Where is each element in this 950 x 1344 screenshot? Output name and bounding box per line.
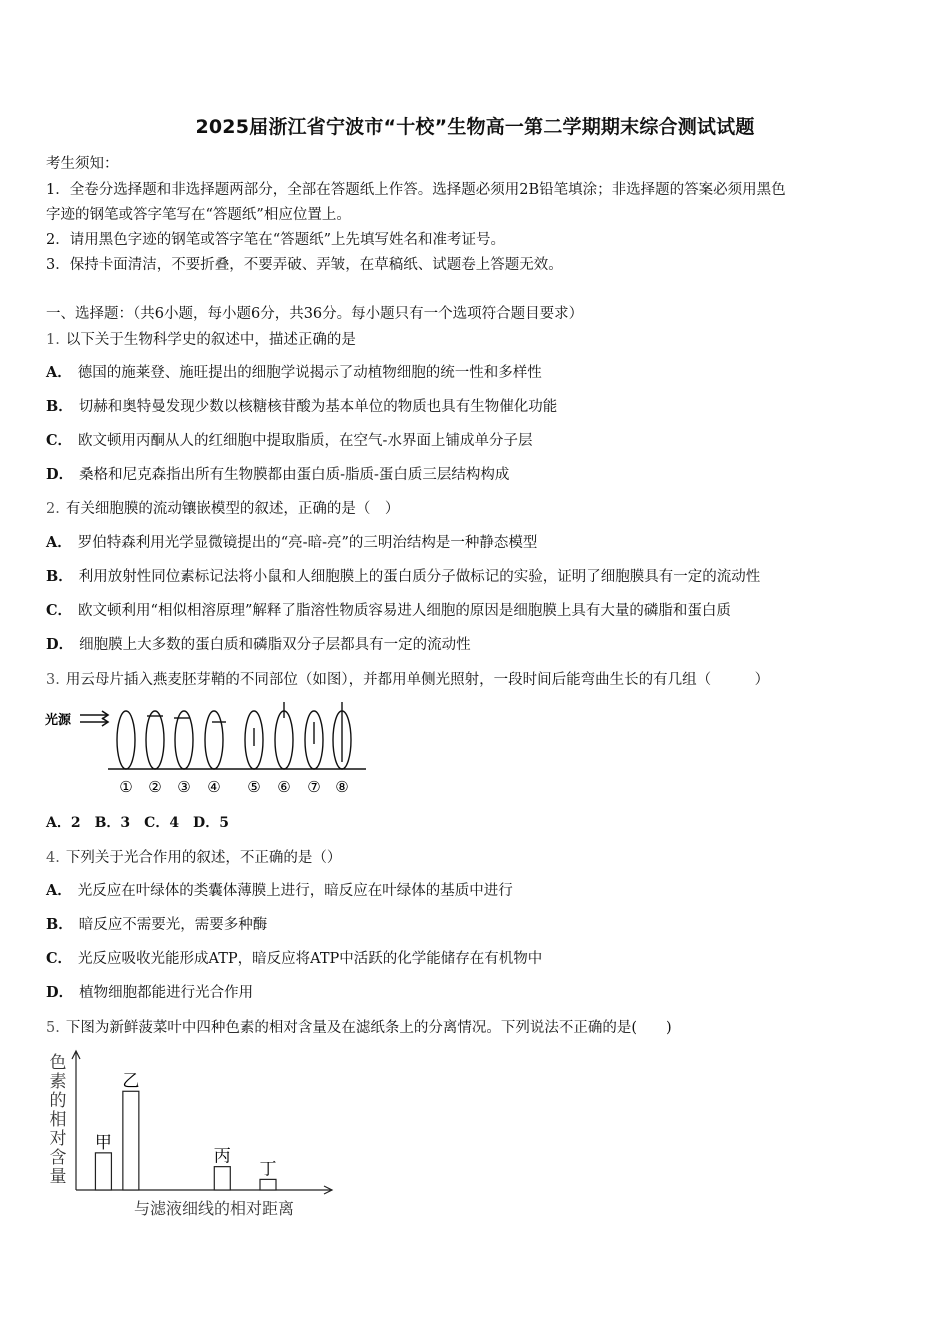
pigment-chart bbox=[44, 1046, 344, 1224]
option-text: 植物细胞都能进行光合作用 bbox=[79, 985, 254, 1001]
question-text: 下列关于光合作用的叙述，不正确的是（） bbox=[65, 850, 342, 866]
coleoptile bbox=[117, 711, 135, 769]
bar bbox=[123, 1091, 139, 1190]
option-key: C． bbox=[46, 432, 73, 449]
option-text: 利用放射性同位素标记法将小鼠和人细胞膜上的蛋白质分子做标记的实验，证明了细胞膜具有一定的流动性 bbox=[78, 569, 761, 585]
bar bbox=[260, 1179, 276, 1190]
coleoptile-number: ⑥ bbox=[277, 778, 291, 796]
notice-heading: 考生须知： bbox=[46, 156, 119, 172]
notice-item: 1．全卷分选择题和非选择题两部分，全部在答题纸上作答。选择题必须用2B铅笔填涂；非选择题的答案必须用黑色 bbox=[46, 182, 786, 198]
coleoptile-number: ③ bbox=[177, 778, 191, 796]
q1-option-b bbox=[46, 395, 557, 416]
bar-label: 丙 bbox=[213, 1146, 231, 1167]
question-number: 5. bbox=[46, 1020, 60, 1036]
notice-item: 2．请用黑色字迹的钢笔或答字笔在“答题纸”上先填写姓名和准考证号。 bbox=[46, 232, 506, 248]
y-axis-label-char: 色 bbox=[49, 1053, 67, 1073]
y-axis-label-char: 量 bbox=[49, 1167, 67, 1187]
coleoptile-number-group bbox=[119, 778, 348, 796]
question-text: 用云母片插入燕麦胚芽鞘的不同部位（如图），并都用单侧光照射，一段时间后能弯曲生长的有几组（ ） bbox=[65, 672, 770, 688]
bar bbox=[95, 1153, 111, 1190]
option-text: 切赫和奥特曼发现少数以核糖核苷酸为基本单位的物质也具有生物催化功能 bbox=[78, 399, 558, 415]
y-axis-label-char: 相 bbox=[49, 1110, 67, 1130]
q1-option-a bbox=[46, 361, 542, 382]
option-key: B． bbox=[46, 568, 73, 585]
q4-option-b bbox=[46, 913, 267, 934]
option-key: B． bbox=[46, 916, 73, 933]
option-text: 光反应吸收光能形成ATP，暗反应将ATP中活跃的化学能储存在有机物中 bbox=[78, 951, 543, 967]
q1-option-d bbox=[46, 463, 509, 484]
bar-label: 甲 bbox=[94, 1132, 112, 1153]
q1-option-c bbox=[46, 429, 532, 450]
option-text: 罗伯特森利用光学显微镜提出的“亮-暗-亮”的三明治结构是一种静态模型 bbox=[77, 535, 538, 551]
coleoptile bbox=[146, 711, 164, 769]
y-axis-label-char: 含 bbox=[49, 1148, 67, 1168]
coleoptile-number: ⑦ bbox=[307, 778, 321, 796]
bar-label: 丁 bbox=[259, 1159, 277, 1180]
option-text: 欧文顿利用“相似相溶原理”解释了脂溶性物质容易进人细胞的原因是细胞膜上具有大量的磷脂和蛋白质 bbox=[78, 603, 731, 619]
coleoptile-figure bbox=[44, 700, 374, 800]
question-1-stem bbox=[46, 328, 356, 349]
notice-item: 3．保持卡面清洁，不要折叠，不要弄破、弄皱，在草稿纸、试题卷上答题无效。 bbox=[46, 257, 563, 273]
page-title: 2025届浙江省宁波市“十校”生物高一第二学期期末综合测试试题 bbox=[195, 116, 755, 138]
question-3-answers: A．2 B．3 C．4 D．5 bbox=[46, 815, 229, 831]
y-axis-label-char: 对 bbox=[49, 1129, 67, 1149]
question-number: 3. bbox=[46, 672, 60, 688]
option-key: A． bbox=[46, 882, 72, 899]
coleoptile bbox=[205, 711, 223, 769]
coleoptile bbox=[275, 711, 293, 769]
light-arrows-icon bbox=[80, 711, 108, 726]
option-text: 细胞膜上大多数的蛋白质和磷脂双分子层都具有一定的流动性 bbox=[79, 637, 471, 653]
question-number: 4. bbox=[46, 850, 60, 866]
option-key: C． bbox=[46, 950, 73, 967]
y-axis-label-char: 的 bbox=[49, 1091, 67, 1111]
question-5-stem bbox=[46, 1016, 672, 1037]
option-key: B． bbox=[46, 398, 73, 415]
q2-option-b bbox=[46, 565, 760, 586]
q4-option-d bbox=[46, 981, 253, 1002]
option-text: 光反应在叶绿体的类囊体薄膜上进行，暗反应在叶绿体的基质中进行 bbox=[77, 883, 513, 899]
coleoptile-number: ① bbox=[119, 778, 133, 796]
coleoptile-number: ④ bbox=[207, 778, 221, 796]
option-key: A． bbox=[46, 534, 72, 551]
option-key: D． bbox=[46, 984, 74, 1001]
question-2-stem bbox=[46, 497, 399, 518]
option-key: D． bbox=[46, 636, 74, 653]
y-axis-label bbox=[50, 1053, 67, 1187]
bar-group bbox=[95, 1071, 277, 1190]
y-axis-label-char: 素 bbox=[49, 1072, 67, 1092]
notice-item: 字迹的钢笔或答字笔写在“答题纸”相应位置上。 bbox=[46, 207, 351, 223]
x-axis-label: 与滤液细线的相对距离 bbox=[134, 1199, 295, 1218]
question-text: 有关细胞膜的流动镶嵌模型的叙述，正确的是（ ） bbox=[65, 501, 400, 517]
option-text: 德国的施莱登、施旺提出的细胞学说揭示了动植物细胞的统一性和多样性 bbox=[77, 365, 542, 381]
question-text: 以下关于生物科学史的叙述中，描述正确的是 bbox=[65, 332, 356, 348]
q2-option-d bbox=[46, 633, 471, 654]
section-heading: 一、选择题：（共6小题，每小题6分，共36分。每小题只有一个选项符合题目要求） bbox=[46, 306, 584, 322]
question-3-stem bbox=[46, 668, 769, 689]
bar bbox=[214, 1167, 230, 1190]
q4-option-a bbox=[46, 879, 513, 900]
q2-option-a bbox=[46, 531, 537, 552]
coleoptile-number: ⑤ bbox=[247, 778, 261, 796]
question-text: 下图为新鲜菠菜叶中四种色素的相对含量及在滤纸条上的分离情况。下列说法不正确的是( ) bbox=[65, 1020, 672, 1036]
option-key: A． bbox=[46, 364, 72, 381]
option-key: C． bbox=[46, 602, 73, 619]
coleoptile bbox=[175, 711, 193, 769]
option-text: 欧文顿用丙酮从人的红细胞中提取脂质，在空气-水界面上铺成单分子层 bbox=[78, 433, 533, 449]
q2-option-c bbox=[46, 599, 731, 620]
question-number: 1. bbox=[46, 332, 60, 348]
light-source-label: 光源 bbox=[45, 713, 72, 728]
option-text: 暗反应不需要光，需要多种酶 bbox=[78, 917, 268, 933]
q4-option-c bbox=[46, 947, 542, 968]
option-text: 桑格和尼克森指出所有生物膜都由蛋白质-脂质-蛋白质三层结构构成 bbox=[79, 467, 510, 483]
bar-label: 乙 bbox=[122, 1071, 140, 1092]
coleoptile-number: ② bbox=[148, 778, 162, 796]
coleoptile-group bbox=[117, 702, 351, 769]
option-key: D． bbox=[46, 466, 74, 483]
question-4-stem bbox=[46, 846, 341, 867]
coleoptile-number: ⑧ bbox=[335, 778, 349, 796]
question-number: 2. bbox=[46, 501, 60, 517]
